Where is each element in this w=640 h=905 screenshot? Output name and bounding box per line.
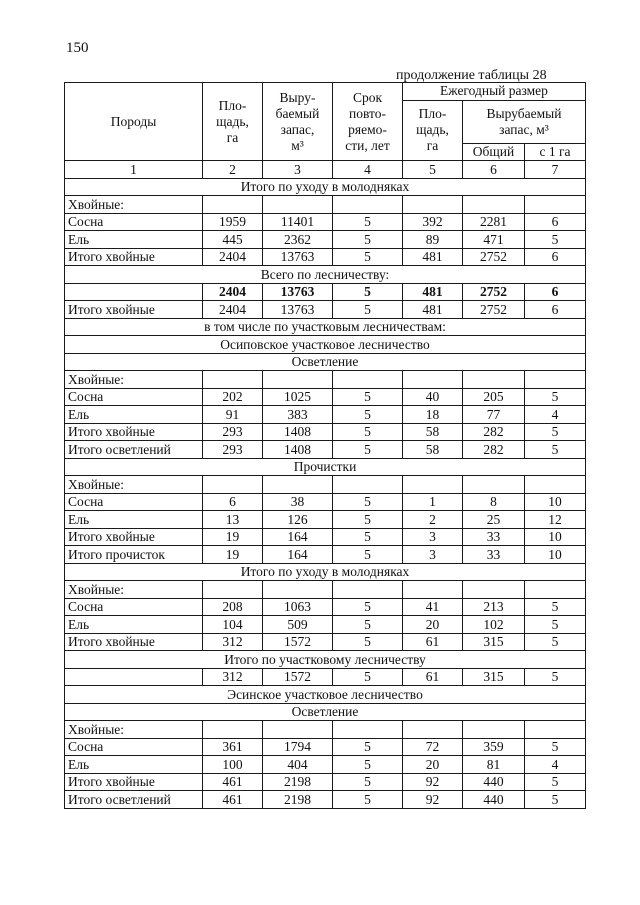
value-cell: 2198 xyxy=(263,791,333,809)
row-label-cell: Итого прочисток xyxy=(65,546,203,564)
row-label-cell: Итого хвойные xyxy=(65,528,203,546)
value-cell: 509 xyxy=(263,616,333,634)
value-cell: 5 xyxy=(333,773,403,791)
row-label-cell: Ель xyxy=(65,406,203,424)
column-number: 6 xyxy=(463,161,525,179)
row-label-cell: Хвойные: xyxy=(65,721,203,739)
value-cell: 312 xyxy=(203,633,263,651)
value-cell: 5 xyxy=(333,668,403,686)
value-cell: 5 xyxy=(525,633,586,651)
value-cell: 2198 xyxy=(263,773,333,791)
table-row xyxy=(65,581,586,599)
value-cell: 5 xyxy=(333,616,403,634)
value-cell: 1063 xyxy=(263,598,333,616)
value-cell: 2752 xyxy=(463,248,525,266)
table-row xyxy=(65,756,586,774)
row-label-cell: Итого осветлений xyxy=(65,441,203,459)
table-row xyxy=(65,406,586,424)
value-cell: 5 xyxy=(333,423,403,441)
value-cell: 5 xyxy=(525,773,586,791)
table-row xyxy=(65,738,586,756)
table-row xyxy=(65,423,586,441)
column-number: 3 xyxy=(263,161,333,179)
value-cell: 2281 xyxy=(463,213,525,231)
value-cell: 13763 xyxy=(263,283,333,301)
value-cell: 5 xyxy=(525,388,586,406)
value-cell xyxy=(263,196,333,214)
value-cell: 5 xyxy=(525,598,586,616)
value-cell: 5 xyxy=(333,738,403,756)
value-cell: 13763 xyxy=(263,248,333,266)
value-cell: 1794 xyxy=(263,738,333,756)
value-cell: 58 xyxy=(403,423,463,441)
table-row xyxy=(65,441,586,459)
table-row xyxy=(65,493,586,511)
column-number: 7 xyxy=(525,161,586,179)
value-cell: 2 xyxy=(403,511,463,529)
table-row xyxy=(65,668,586,686)
value-cell: 293 xyxy=(203,423,263,441)
value-cell: 213 xyxy=(463,598,525,616)
value-cell: 440 xyxy=(463,791,525,809)
value-cell xyxy=(463,476,525,494)
value-cell: 92 xyxy=(403,773,463,791)
column-number: 1 xyxy=(65,161,203,179)
value-cell: 2752 xyxy=(463,283,525,301)
header-area: Пло- щадь, га xyxy=(203,83,263,161)
value-cell: 5 xyxy=(333,301,403,319)
value-cell xyxy=(525,476,586,494)
header-annual-stock: Вырубаемый запас, м³ xyxy=(463,100,586,143)
row-label-cell: Сосна xyxy=(65,738,203,756)
section-row xyxy=(65,336,586,354)
value-cell: 383 xyxy=(263,406,333,424)
value-cell: 4 xyxy=(525,756,586,774)
row-label-cell: Ель xyxy=(65,616,203,634)
value-cell: 6 xyxy=(525,283,586,301)
value-cell: 359 xyxy=(463,738,525,756)
value-cell: 20 xyxy=(403,756,463,774)
header-total: Общий xyxy=(463,143,525,161)
section-title: Осветление xyxy=(65,353,586,371)
table-row xyxy=(65,546,586,564)
value-cell: 6 xyxy=(525,248,586,266)
value-cell xyxy=(403,721,463,739)
value-cell: 282 xyxy=(463,423,525,441)
table-row xyxy=(65,773,586,791)
value-cell: 461 xyxy=(203,791,263,809)
section-title: Итого по уходу в молодняках xyxy=(65,563,586,581)
table-row xyxy=(65,791,586,809)
section-title: в том числе по участковым лесничествам: xyxy=(65,318,586,336)
table-row xyxy=(65,231,586,249)
row-label-cell: Итого хвойные xyxy=(65,301,203,319)
value-cell: 38 xyxy=(263,493,333,511)
value-cell: 89 xyxy=(403,231,463,249)
value-cell: 208 xyxy=(203,598,263,616)
value-cell: 91 xyxy=(203,406,263,424)
value-cell: 5 xyxy=(333,248,403,266)
table-row xyxy=(65,511,586,529)
value-cell: 1572 xyxy=(263,633,333,651)
value-cell xyxy=(403,581,463,599)
value-cell: 392 xyxy=(403,213,463,231)
value-cell xyxy=(263,721,333,739)
row-label-cell: Ель xyxy=(65,511,203,529)
value-cell: 293 xyxy=(203,441,263,459)
value-cell: 77 xyxy=(463,406,525,424)
value-cell xyxy=(463,581,525,599)
row-label-cell: Хвойные: xyxy=(65,476,203,494)
table-row xyxy=(65,213,586,231)
value-cell: 315 xyxy=(463,633,525,651)
value-cell: 5 xyxy=(333,528,403,546)
row-label-cell xyxy=(65,283,203,301)
value-cell: 202 xyxy=(203,388,263,406)
row-label-cell xyxy=(65,668,203,686)
value-cell: 41 xyxy=(403,598,463,616)
table-row xyxy=(65,721,586,739)
header-annual-area: Пло- щадь, га xyxy=(403,100,463,161)
value-cell: 481 xyxy=(403,283,463,301)
value-cell: 102 xyxy=(463,616,525,634)
value-cell: 164 xyxy=(263,528,333,546)
value-cell: 6 xyxy=(203,493,263,511)
value-cell: 2404 xyxy=(203,301,263,319)
header-species: Породы xyxy=(65,83,203,161)
value-cell: 440 xyxy=(463,773,525,791)
value-cell: 19 xyxy=(203,528,263,546)
row-label-cell: Итого хвойные xyxy=(65,423,203,441)
value-cell: 10 xyxy=(525,493,586,511)
value-cell: 4 xyxy=(525,406,586,424)
value-cell xyxy=(333,196,403,214)
row-label-cell: Итого хвойные xyxy=(65,248,203,266)
value-cell: 5 xyxy=(333,598,403,616)
value-cell: 2752 xyxy=(463,301,525,319)
value-cell xyxy=(203,721,263,739)
value-cell: 104 xyxy=(203,616,263,634)
row-label-cell: Итого хвойные xyxy=(65,633,203,651)
value-cell xyxy=(403,476,463,494)
value-cell xyxy=(403,196,463,214)
value-cell: 2362 xyxy=(263,231,333,249)
value-cell: 5 xyxy=(333,633,403,651)
table-row xyxy=(65,371,586,389)
section-row xyxy=(65,651,586,669)
row-label-cell: Итого хвойные xyxy=(65,773,203,791)
value-cell: 2404 xyxy=(203,248,263,266)
page-number: 150 xyxy=(66,40,89,56)
row-label-cell: Сосна xyxy=(65,598,203,616)
section-row xyxy=(65,353,586,371)
value-cell: 33 xyxy=(463,528,525,546)
table-body xyxy=(65,178,586,808)
value-cell: 13763 xyxy=(263,301,333,319)
table-row xyxy=(65,283,586,301)
value-cell: 5 xyxy=(525,441,586,459)
value-cell: 5 xyxy=(333,388,403,406)
row-label-cell: Ель xyxy=(65,231,203,249)
value-cell xyxy=(203,196,263,214)
value-cell: 10 xyxy=(525,546,586,564)
value-cell xyxy=(525,581,586,599)
value-cell xyxy=(525,196,586,214)
value-cell xyxy=(263,371,333,389)
value-cell xyxy=(463,371,525,389)
row-label-cell: Ель xyxy=(65,756,203,774)
value-cell: 5 xyxy=(333,213,403,231)
value-cell: 282 xyxy=(463,441,525,459)
value-cell: 58 xyxy=(403,441,463,459)
value-cell xyxy=(263,476,333,494)
value-cell: 11401 xyxy=(263,213,333,231)
value-cell: 5 xyxy=(333,756,403,774)
table-row xyxy=(65,196,586,214)
value-cell: 25 xyxy=(463,511,525,529)
value-cell xyxy=(263,581,333,599)
row-label-cell: Сосна xyxy=(65,388,203,406)
table-row xyxy=(65,248,586,266)
value-cell: 1025 xyxy=(263,388,333,406)
value-cell: 5 xyxy=(333,283,403,301)
row-label-cell: Хвойные: xyxy=(65,581,203,599)
section-row xyxy=(65,703,586,721)
row-label-cell: Сосна xyxy=(65,493,203,511)
section-title: Итого по уходу в молодняках xyxy=(65,178,586,196)
value-cell xyxy=(403,371,463,389)
value-cell: 361 xyxy=(203,738,263,756)
value-cell: 5 xyxy=(525,738,586,756)
header-per-ha: с 1 га xyxy=(525,143,586,161)
section-row xyxy=(65,686,586,704)
value-cell: 5 xyxy=(525,423,586,441)
value-cell: 205 xyxy=(463,388,525,406)
value-cell xyxy=(333,371,403,389)
value-cell: 5 xyxy=(333,791,403,809)
section-row xyxy=(65,178,586,196)
value-cell: 1408 xyxy=(263,441,333,459)
value-cell: 481 xyxy=(403,301,463,319)
value-cell: 92 xyxy=(403,791,463,809)
column-number: 5 xyxy=(403,161,463,179)
value-cell: 61 xyxy=(403,668,463,686)
value-cell xyxy=(333,721,403,739)
value-cell: 1959 xyxy=(203,213,263,231)
value-cell xyxy=(333,581,403,599)
value-cell xyxy=(525,371,586,389)
table-row xyxy=(65,301,586,319)
section-row xyxy=(65,266,586,284)
logging-table xyxy=(64,82,586,809)
value-cell: 6 xyxy=(525,301,586,319)
value-cell xyxy=(525,721,586,739)
header-stock: Выру- баемый запас, м³ xyxy=(263,83,333,161)
section-title: Прочистки xyxy=(65,458,586,476)
value-cell: 2404 xyxy=(203,283,263,301)
value-cell: 312 xyxy=(203,668,263,686)
section-title: Эсинское участковое лесничество xyxy=(65,686,586,704)
value-cell xyxy=(463,721,525,739)
value-cell: 6 xyxy=(525,213,586,231)
value-cell: 1572 xyxy=(263,668,333,686)
value-cell: 164 xyxy=(263,546,333,564)
header-annual: Ежегодный размер xyxy=(403,83,586,101)
column-number: 2 xyxy=(203,161,263,179)
value-cell: 19 xyxy=(203,546,263,564)
value-cell: 3 xyxy=(403,528,463,546)
value-cell: 33 xyxy=(463,546,525,564)
value-cell: 5 xyxy=(525,668,586,686)
value-cell: 100 xyxy=(203,756,263,774)
table-caption: продолжение таблицы 28 xyxy=(396,68,547,83)
section-title: Итого по участковому лесничеству xyxy=(65,651,586,669)
value-cell: 481 xyxy=(403,248,463,266)
row-label-cell: Хвойные: xyxy=(65,196,203,214)
value-cell: 10 xyxy=(525,528,586,546)
value-cell: 5 xyxy=(525,616,586,634)
table-row xyxy=(65,476,586,494)
value-cell: 5 xyxy=(525,791,586,809)
value-cell: 1408 xyxy=(263,423,333,441)
value-cell xyxy=(203,371,263,389)
section-row xyxy=(65,458,586,476)
table-row xyxy=(65,528,586,546)
table-row xyxy=(65,616,586,634)
section-title: Осветление xyxy=(65,703,586,721)
value-cell: 404 xyxy=(263,756,333,774)
value-cell xyxy=(203,476,263,494)
value-cell: 13 xyxy=(203,511,263,529)
column-number-row xyxy=(65,161,586,179)
value-cell: 8 xyxy=(463,493,525,511)
value-cell: 126 xyxy=(263,511,333,529)
value-cell: 40 xyxy=(403,388,463,406)
value-cell: 81 xyxy=(463,756,525,774)
value-cell: 5 xyxy=(525,231,586,249)
value-cell: 12 xyxy=(525,511,586,529)
value-cell: 5 xyxy=(333,231,403,249)
value-cell: 5 xyxy=(333,511,403,529)
value-cell: 3 xyxy=(403,546,463,564)
row-label-cell: Хвойные: xyxy=(65,371,203,389)
value-cell: 5 xyxy=(333,441,403,459)
value-cell: 461 xyxy=(203,773,263,791)
row-label-cell: Итого осветлений xyxy=(65,791,203,809)
value-cell: 471 xyxy=(463,231,525,249)
value-cell: 20 xyxy=(403,616,463,634)
value-cell: 5 xyxy=(333,546,403,564)
header-period: Срок повто- ряемо- сти, лет xyxy=(333,83,403,161)
section-title: Осиповское участковое лесничество xyxy=(65,336,586,354)
section-row xyxy=(65,563,586,581)
table-row xyxy=(65,598,586,616)
value-cell: 5 xyxy=(333,493,403,511)
value-cell: 18 xyxy=(403,406,463,424)
section-title: Всего по лесничеству: xyxy=(65,266,586,284)
value-cell: 5 xyxy=(333,406,403,424)
row-label-cell: Сосна xyxy=(65,213,203,231)
table-row xyxy=(65,633,586,651)
value-cell: 1 xyxy=(403,493,463,511)
value-cell xyxy=(333,476,403,494)
section-row xyxy=(65,318,586,336)
value-cell xyxy=(463,196,525,214)
value-cell: 61 xyxy=(403,633,463,651)
column-number: 4 xyxy=(333,161,403,179)
value-cell: 445 xyxy=(203,231,263,249)
value-cell xyxy=(203,581,263,599)
value-cell: 315 xyxy=(463,668,525,686)
table-row xyxy=(65,388,586,406)
value-cell: 72 xyxy=(403,738,463,756)
